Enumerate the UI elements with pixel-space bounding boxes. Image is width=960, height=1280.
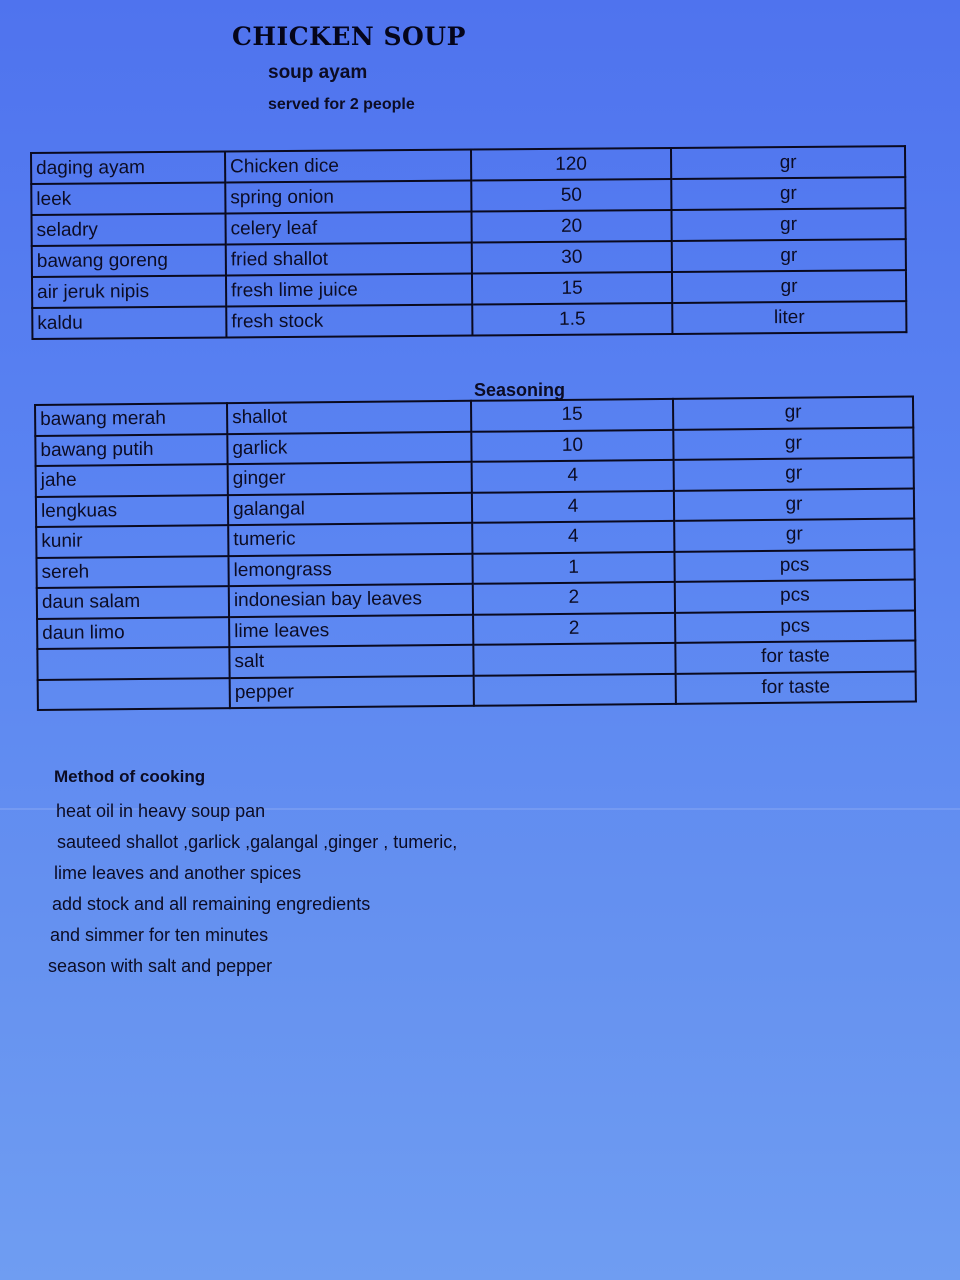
ingredient-quantity: 4 [472, 460, 674, 492]
ingredient-unit: gr [673, 397, 913, 430]
ingredient-quantity: 1 [472, 551, 674, 583]
ingredient-quantity: 50 [471, 179, 671, 212]
ingredient-local-name: jahe [36, 464, 228, 496]
table-row [32, 301, 906, 339]
ingredient-unit: pcs [674, 549, 914, 582]
ingredient-unit: gr [672, 270, 906, 303]
ingredient-unit: liter [672, 301, 906, 334]
method-heading: Method of cooking [54, 767, 206, 786]
ingredient-english-name: garlick [227, 431, 471, 464]
ingredient-english-name: fresh lime juice [226, 274, 472, 307]
ingredient-quantity: 30 [472, 241, 672, 274]
servings-note: served for 2 people [268, 96, 415, 113]
ingredient-unit: pcs [675, 610, 915, 643]
ingredient-local-name [37, 647, 229, 679]
ingredient-english-name: lime leaves [229, 614, 473, 647]
method-step: heat oil in heavy soup pan [56, 801, 266, 821]
ingredient-local-name [38, 678, 230, 710]
ingredient-local-name: daun salam [37, 586, 229, 618]
ingredient-local-name: kaldu [32, 306, 226, 339]
ingredient-quantity: 2 [473, 582, 675, 614]
main-ingredients-body [31, 146, 906, 339]
main-ingredients-table [30, 145, 907, 340]
ingredient-english-name: shallot [227, 401, 471, 434]
seasoning-heading: Seasoning [474, 380, 566, 400]
ingredient-unit: gr [674, 519, 914, 552]
ingredient-english-name: galangal [228, 492, 472, 525]
ingredient-unit: gr [672, 239, 906, 272]
ingredient-quantity: 15 [472, 272, 672, 305]
ingredient-quantity: 2 [473, 612, 675, 644]
ingredient-quantity [473, 643, 675, 675]
ingredient-unit: for taste [675, 641, 915, 674]
ingredient-unit: pcs [675, 580, 915, 613]
ingredient-unit: gr [671, 177, 905, 210]
ingredient-local-name: daging ayam [31, 151, 225, 184]
ingredient-local-name: kunir [36, 525, 228, 557]
method-step: lime leaves and another spices [54, 863, 302, 883]
ingredient-local-name: bawang merah [35, 403, 227, 435]
ingredient-unit: gr [674, 488, 914, 521]
ingredient-local-name: bawang goreng [32, 244, 226, 277]
ingredient-local-name: daun limo [37, 617, 229, 649]
ingredient-quantity: 4 [472, 521, 674, 553]
ingredient-quantity: 10 [471, 429, 673, 461]
recipe-subtitle: soup ayam [268, 62, 368, 83]
ingredient-quantity: 15 [471, 399, 673, 431]
ingredient-unit: gr [671, 146, 905, 179]
ingredient-local-name: air jeruk nipis [32, 275, 226, 308]
ingredient-local-name: leek [31, 182, 225, 215]
ingredient-local-name: sereh [36, 556, 228, 588]
ingredient-local-name: bawang putih [35, 434, 227, 466]
ingredient-unit: gr [673, 427, 913, 460]
ingredient-english-name: indonesian bay leaves [229, 584, 473, 617]
method-steps [48, 796, 457, 982]
ingredient-unit: gr [671, 208, 905, 241]
ingredient-english-name: fresh stock [226, 305, 472, 338]
ingredient-quantity: 1.5 [472, 303, 672, 336]
ingredient-english-name: ginger [228, 462, 472, 495]
ingredient-quantity: 4 [472, 490, 674, 522]
ingredient-quantity [474, 673, 676, 705]
ingredient-english-name: pepper [230, 675, 474, 708]
ingredient-english-name: tumeric [228, 523, 472, 556]
seasoning-table [34, 396, 917, 711]
ingredient-unit: for taste [676, 671, 916, 704]
ingredient-english-name: celery leaf [225, 212, 471, 245]
ingredient-unit: gr [674, 458, 914, 491]
ingredient-local-name: lengkuas [36, 495, 228, 527]
method-step: season with salt and pepper [48, 956, 273, 976]
ingredient-english-name: fried shallot [226, 243, 472, 276]
method-step: and simmer for ten minutes [50, 925, 269, 945]
recipe-title: CHICKEN SOUP [232, 22, 466, 51]
ingredient-quantity: 120 [471, 148, 671, 181]
method-step: add stock and all remaining engredients [52, 894, 371, 914]
ingredient-english-name: Chicken dice [225, 150, 471, 183]
ingredient-local-name: seladry [31, 213, 225, 246]
ingredient-english-name: salt [229, 645, 473, 678]
ingredient-quantity: 20 [471, 210, 671, 243]
ingredient-english-name: spring onion [225, 181, 471, 214]
seasoning-body [35, 397, 916, 710]
ingredient-english-name: lemongrass [228, 553, 472, 586]
method-step: sauteed shallot ,garlick ,galangal ,ginger , tumeric, [57, 832, 458, 852]
